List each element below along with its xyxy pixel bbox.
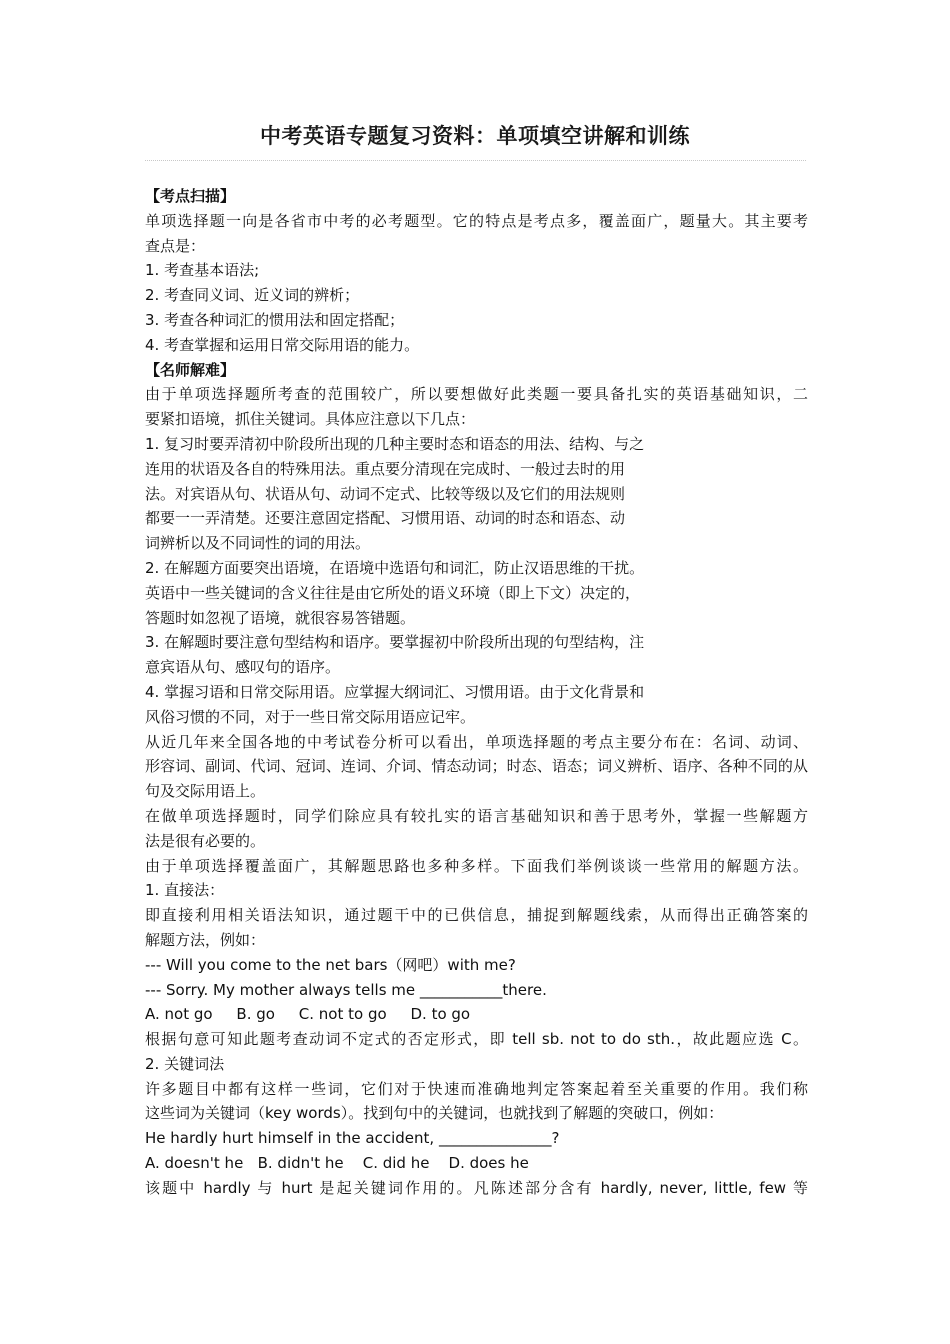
text-line: 答题时如忽视了语境，就很容易答错题。: [145, 608, 416, 627]
text-line: 由于单项选择题所考查的范围较广，所以要想做好此类题一要具备扎实的英语基础知识，二: [145, 385, 808, 404]
text-line: 这些词为关键词（key words）。找到句中的关键词，也就找到了解题的突破口，例如：: [145, 1104, 724, 1123]
text-line: --- Will you come to the net bars（网吧）with me?: [145, 955, 516, 974]
text-line: A. doesn't he B. didn't he C. did he D. does he: [145, 1154, 529, 1173]
text-line: 从近几年来全国各地的中考试卷分析可以看出，单项选择题的考点主要分布在：名词、动词、: [145, 732, 808, 751]
text-line: 3. 考查各种词汇的惯用法和固定搭配；: [145, 310, 405, 329]
text-line: 根据句意可知此题考查动词不定式的否定形式，即 tell sb. not to do sth.，故此题应选 C。: [145, 1030, 808, 1049]
text-line: 3. 在解题时要注意句型结构和语序。要掌握初中阶段所出现的句型结构，注: [145, 633, 645, 652]
text-line: A. not go B. go C. not to go D. to go: [145, 1005, 471, 1024]
text-line: 1. 直接法：: [145, 881, 225, 900]
text-line: 单项选择题一向是各省市中考的必考题型。它的特点是考点多，覆盖面广，题量大。其主要考: [145, 211, 808, 230]
text-line: 都要一一弄清楚。还要注意固定搭配、习惯用语、动词的时态和语态、动: [145, 509, 626, 528]
text-line: 英语中一些关键词的含义往往是由它所处的语义环境（即上下文）决定的，: [145, 583, 641, 602]
text-line: He hardly hurt himself in the accident, _______________?: [145, 1129, 560, 1148]
text-line: 意宾语从句、感叹句的语序。: [145, 658, 341, 677]
text-line: --- Sorry. My mother always tells me ___________there.: [145, 980, 547, 999]
text-line: 连用的状语及各自的特殊用法。重点要分清现在完成时、一般过去时的用: [145, 459, 626, 478]
text-line: 4. 掌握习语和日常交际用语。应掌握大纲词汇、习惯用语。由于文化背景和: [145, 682, 645, 701]
text-line: 2. 考查同义词、近义词的辨析；: [145, 286, 360, 305]
text-line: 解题方法，例如：: [145, 930, 266, 949]
text-line: 法是很有必要的。: [145, 831, 266, 850]
text-line: 句及交际用语上。: [145, 782, 266, 801]
text-line: 在做单项选择题时，同学们除应具有较扎实的语言基础知识和善于思考外，掌握一些解题方: [145, 806, 808, 825]
text-line: 形容词、副词、代词、冠词、连词、介词、情态动词；时态、语态；词义辨析、语序、各种不同的从: [145, 757, 808, 776]
document-title: 中考英语专题复习资料：单项填空讲解和训练: [260, 124, 690, 148]
text-line: 风俗习惯的不同，对于一些日常交际用语应记牢。: [145, 707, 476, 726]
text-line: 查点是：: [145, 236, 206, 255]
text-line: 法。对宾语从句、状语从句、动词不定式、比较等级以及它们的用法规则: [145, 484, 626, 503]
document-body: [145, 184, 808, 1201]
text-line: 由于单项选择覆盖面广，其解题思路也多种多样。下面我们举例谈谈一些常用的解题方法。: [145, 856, 808, 875]
text-line: 2. 关键词法: [145, 1054, 225, 1073]
text-line: 要紧扣语境，抓住关键词。具体应注意以下几点：: [145, 410, 476, 429]
section-heading: 【名师解难】: [145, 360, 236, 379]
text-line: 该题中 hardly 与 hurt 是起关键词作用的。凡陈述部分含有 hardly, never, little, few 等: [145, 1178, 808, 1197]
text-line: 词辨析以及不同词性的词的用法。: [145, 534, 371, 553]
text-line: 1. 复习时要弄清初中阶段所出现的几种主要时态和语态的用法、结构、与之: [145, 434, 645, 453]
text-line: 4. 考查掌握和运用日常交际用语的能力。: [145, 335, 420, 354]
text-line: 即直接利用相关语法知识，通过题干中的已供信息，捕捉到解题线索，从而得出正确答案的: [145, 906, 808, 925]
text-line: 2. 在解题方面要突出语境，在语境中选语句和词汇，防止汉语思维的干扰。: [145, 558, 645, 577]
text-line: 1. 考查基本语法;: [145, 261, 260, 280]
text-line: 许多题目中都有这样一些词，它们对于快速而准确地判定答案起着至关重要的作用。我们称: [145, 1079, 808, 1098]
title-divider: [145, 160, 806, 161]
section-heading: 【考点扫描】: [145, 187, 236, 205]
